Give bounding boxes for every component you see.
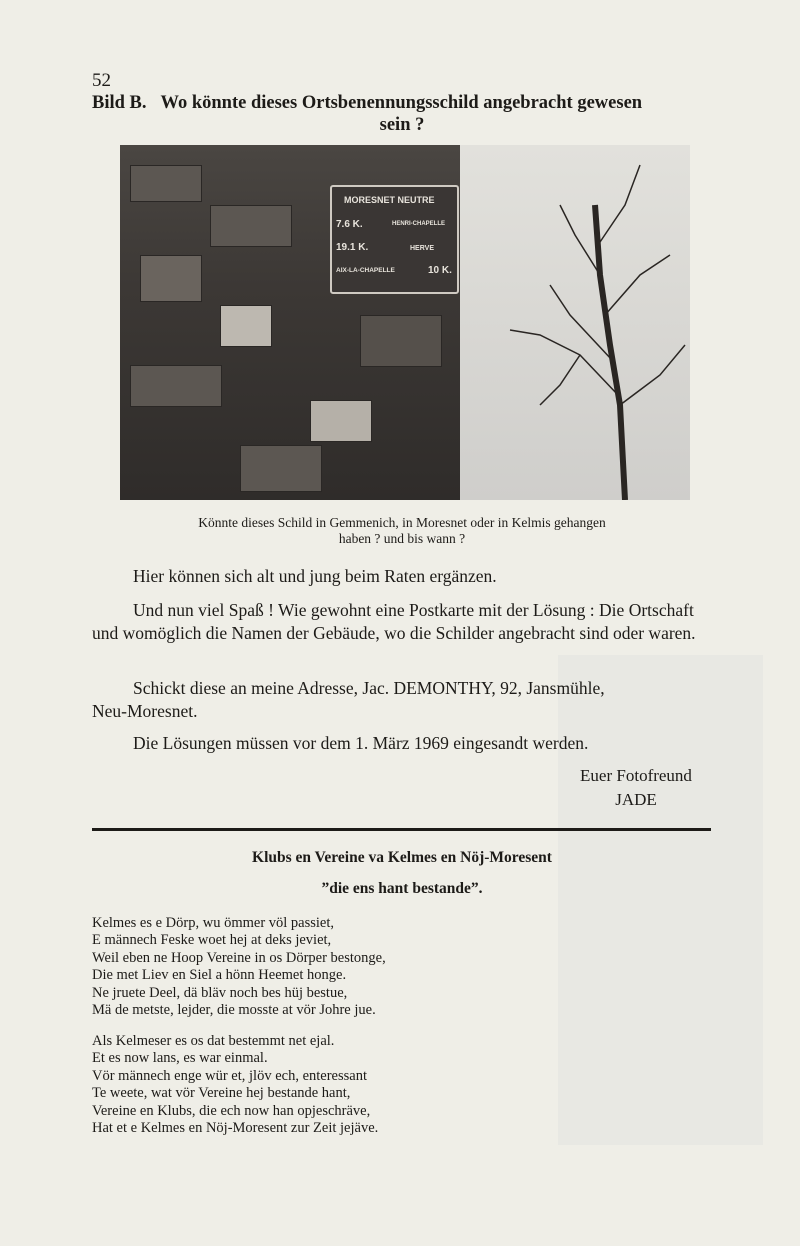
caption-line-2: haben ? und bis wann ?: [338, 531, 466, 546]
sign-distance-1: 7.6 K.: [336, 219, 363, 230]
sign-title: MORESNET NEUTRE: [344, 195, 435, 205]
signature-name: JADE: [615, 790, 657, 809]
poem-line: E männech Feske woet hej at deks jeviet,: [92, 932, 332, 949]
photo-sign-on-wall: [120, 145, 690, 500]
poem-stanza-1: [92, 915, 386, 1019]
sign-distance-3: 10 K.: [428, 265, 452, 276]
figure-label: Bild B.: [92, 93, 147, 113]
paragraph-4: Die Lösungen müssen vor dem 1. März 1969 eingesandt werden.: [133, 733, 589, 753]
paragraph-1: Hier können sich alt und jung beim Raten ergänzen.: [133, 566, 497, 586]
section-heading: Klubs en Vereine va Kelmes en Nöj-Moresent: [252, 849, 552, 866]
place-name-sign: [330, 185, 459, 294]
photo-caption: [92, 515, 712, 547]
bare-tree: [460, 145, 690, 500]
paragraph-2: Und nun viel Spaß ! Wie gewohnt eine Postkarte mit der Lösung : Die Ortschaft und womöglich die Namen der Gebäude, wo die Schilder angebracht sind oder waren.: [92, 600, 696, 643]
sign-place-2: HERVE: [410, 245, 434, 252]
sky-background: [460, 145, 690, 500]
sign-distance-2: 19.1 K.: [336, 242, 369, 253]
question-heading: [92, 92, 712, 136]
poem-line: Vör männech enge wür et, jlöv ech, enteressant: [92, 1067, 367, 1084]
poem-line: Mä de metste, lejder, die mosste at vör Johre jue.: [92, 1002, 376, 1019]
section-divider: [92, 828, 711, 831]
poem-line: Ne jruete Deel, dä bläv noch bes hüj bestue,: [92, 984, 348, 1001]
page-number: 52: [92, 70, 111, 91]
poem-stanza-2: [92, 1033, 378, 1137]
poem-line: Als Kelmeser es os dat bestemmt net ejal.: [92, 1033, 335, 1049]
section-subheading: ”die ens hant bestande”.: [321, 880, 483, 897]
paragraph-3: Schickt diese an meine Adresse, Jac. DEMONTHY, 92, Jansmühle, Neu-Moresnet.: [92, 678, 605, 721]
sign-place-1: HENRI-CHAPELLE: [392, 221, 446, 227]
poem-line: Et es now lans, es war einmal.: [92, 1050, 268, 1067]
question-line-1: Wo könnte dieses Ortsbenennungsschild angebracht gewesen: [160, 93, 643, 113]
poem-line: Vereine en Klubs, die ech now han opjeschräve,: [92, 1102, 371, 1119]
caption-line-1: Könnte dieses Schild in Gemmenich, in Moresnet oder in Kelmis gehangen: [198, 515, 606, 530]
poem-line: Hat et e Kelmes en Nöj-Moresent zur Zeit jejäve.: [92, 1120, 379, 1137]
sign-place-3: AIX-LA-CHAPELLE: [336, 267, 395, 274]
poem-line: Kelmes es e Dörp, wu ömmer völ passiet,: [92, 915, 335, 931]
bleed-through-image: [558, 655, 763, 1145]
poem-line: Die met Liev en Siel a hönn Heemet honge.: [92, 967, 347, 984]
poem-line: Te weete, wat vör Vereine hej bestande hant,: [92, 1085, 351, 1102]
question-line-2: sein ?: [379, 115, 425, 135]
signature-greeting: Euer Fotofreund: [580, 766, 692, 785]
poem-line: Weil eben ne Hoop Vereine in os Dörper bestonge,: [92, 949, 386, 966]
